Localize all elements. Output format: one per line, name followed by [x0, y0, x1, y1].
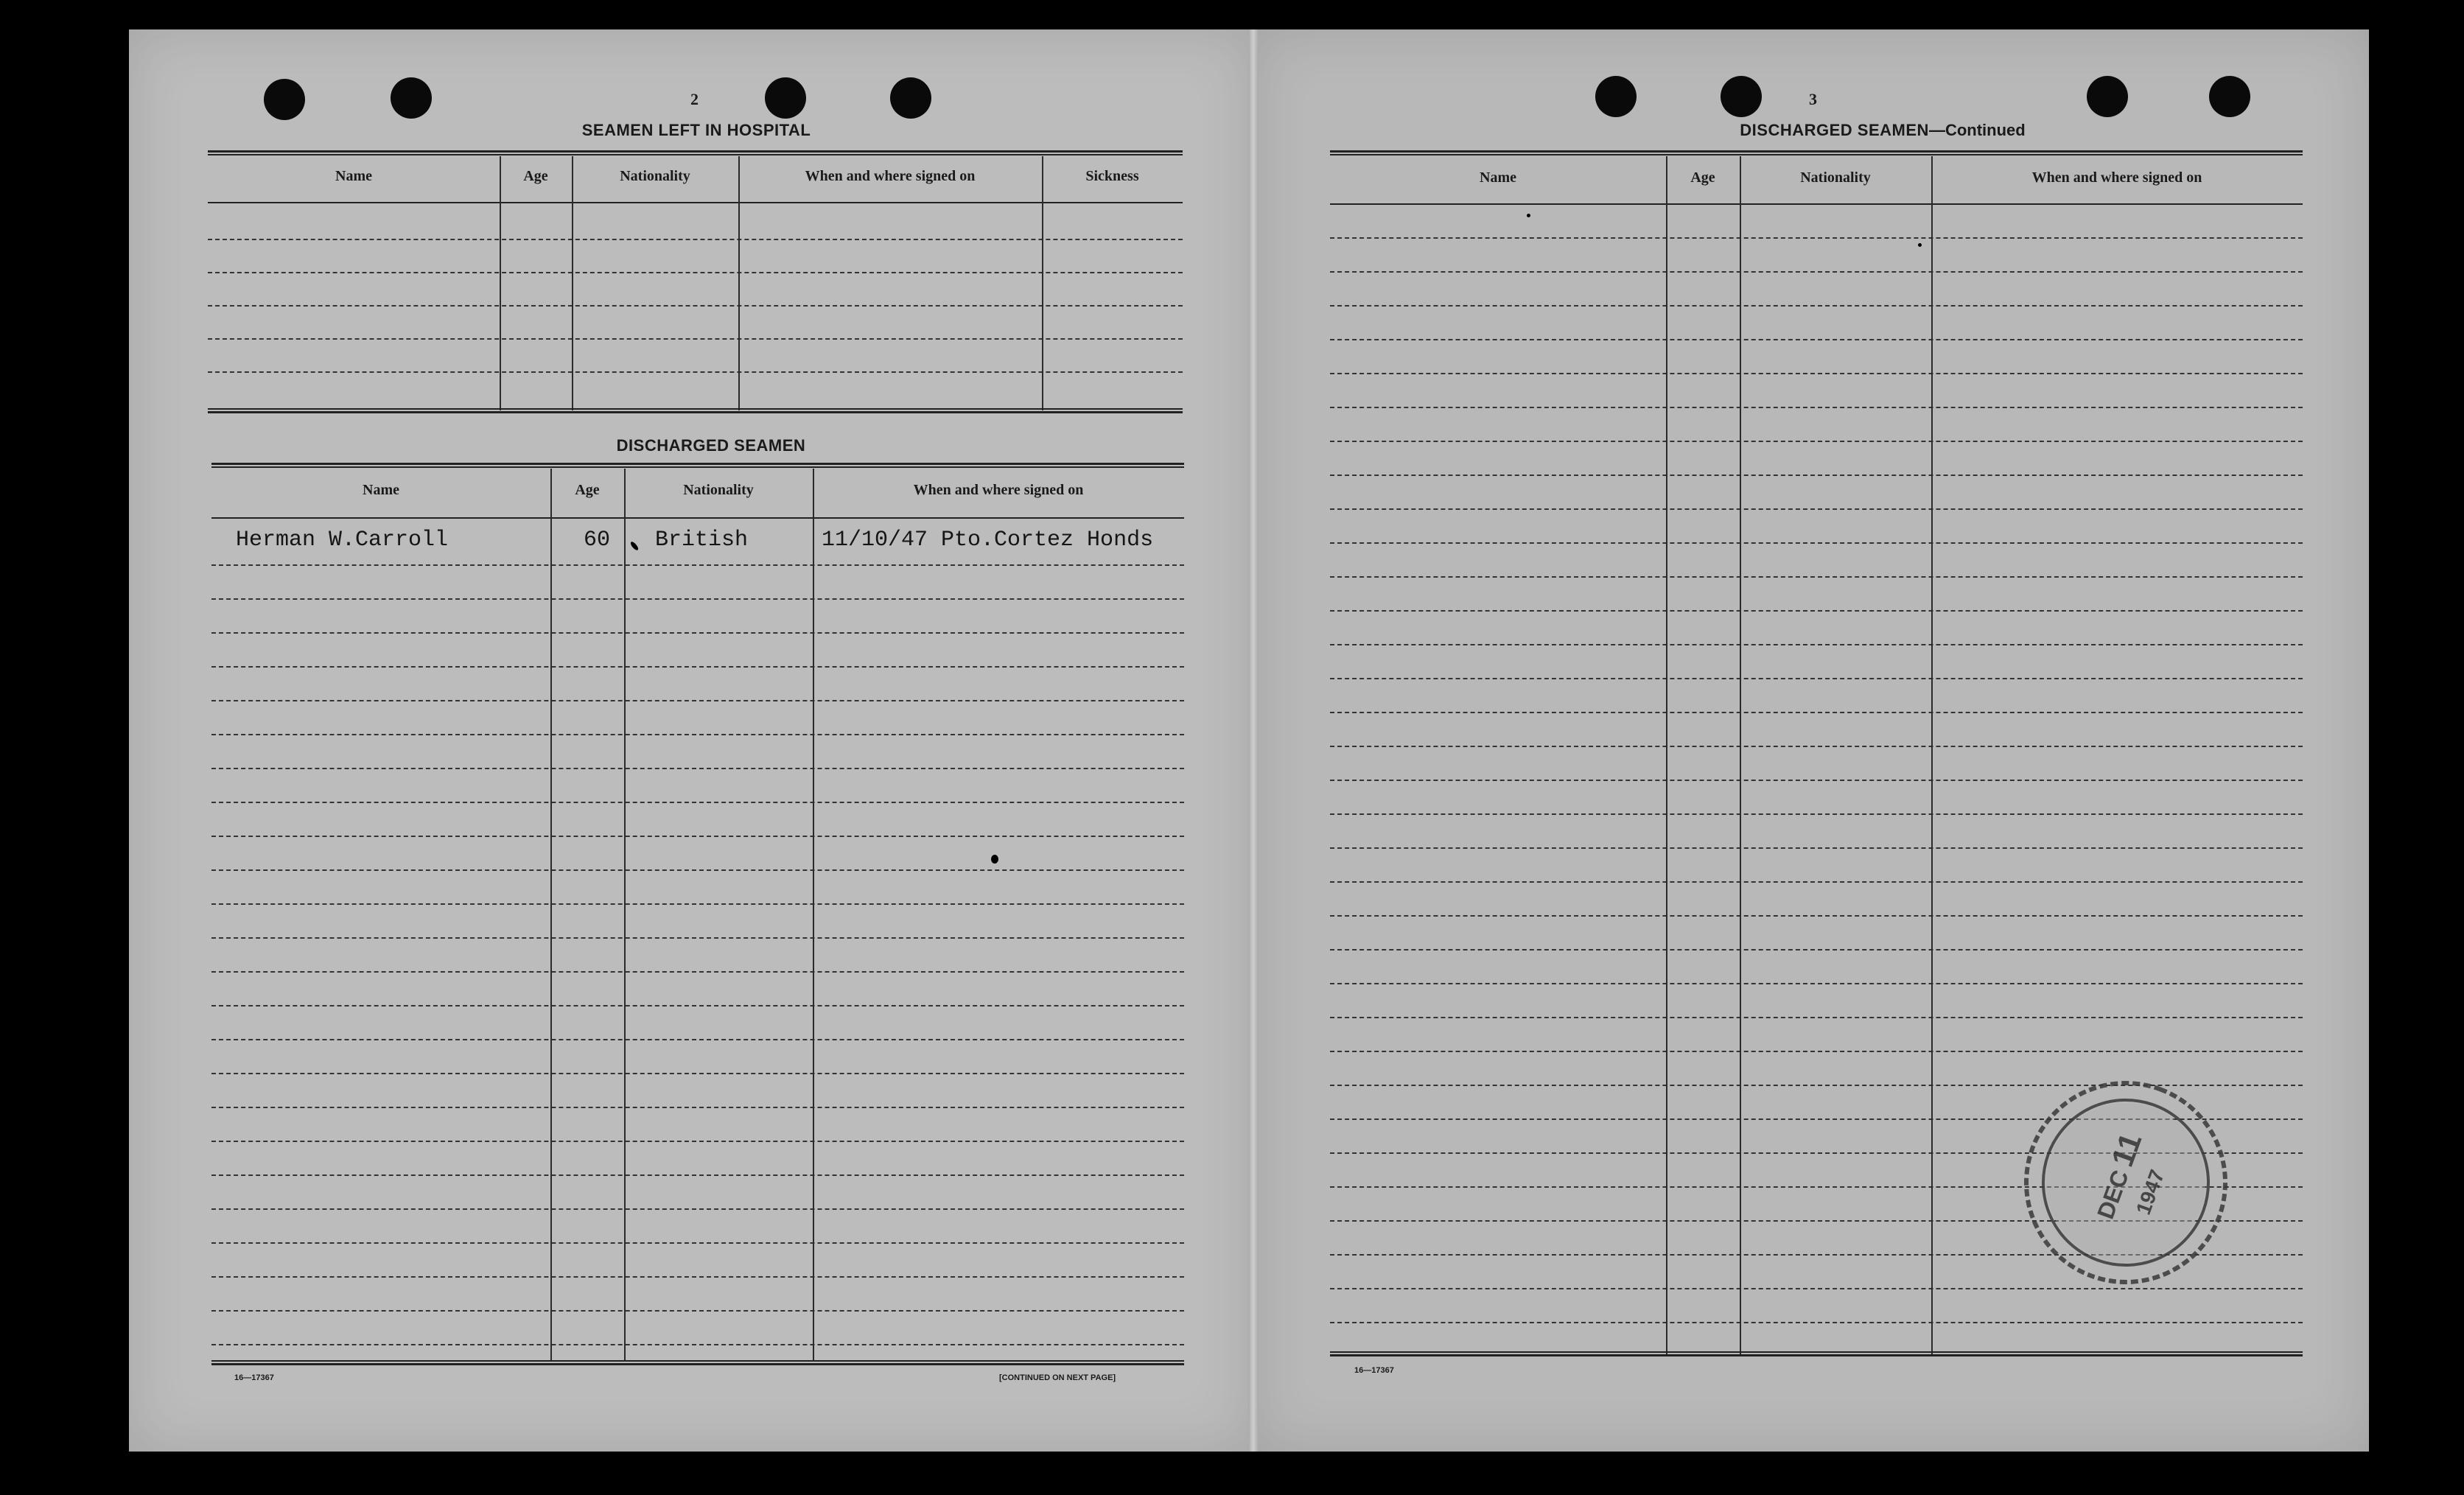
- column-header-nationality: Nationality: [1800, 169, 1871, 186]
- table-row: [211, 802, 1184, 803]
- table-row: [211, 903, 1184, 905]
- table-row: [1330, 508, 2303, 510]
- table-row: [211, 1242, 1184, 1244]
- table-row: [1330, 1017, 2303, 1018]
- table-row: [211, 836, 1184, 837]
- table-row: [1330, 813, 2303, 815]
- table-row: [211, 971, 1184, 973]
- table-row: [211, 1107, 1184, 1108]
- discharged-age-cell: 60: [584, 528, 611, 553]
- table-row: [1330, 441, 2303, 442]
- header-divider: [208, 202, 1183, 203]
- table-row: [1330, 373, 2303, 374]
- punch-hole: [264, 79, 305, 120]
- table-bottom-rule: [1330, 1351, 2303, 1356]
- column-header-nationality: Nationality: [620, 168, 690, 184]
- punch-hole: [890, 77, 931, 119]
- table-row: [1330, 305, 2303, 307]
- table-row: [1330, 271, 2303, 273]
- column-header-age: Age: [1690, 169, 1715, 186]
- column-divider: [1042, 156, 1043, 410]
- page-fold: [1248, 29, 1259, 1452]
- table-row: [1330, 644, 2303, 645]
- table-row: [211, 666, 1184, 668]
- ink-speck: [1918, 243, 1922, 247]
- column-header-signed-on: When and where signed on: [913, 482, 1084, 498]
- table-row: [1330, 339, 2303, 340]
- table-row: [1330, 712, 2303, 713]
- table-row: [1330, 475, 2303, 476]
- table-row: [211, 869, 1184, 871]
- table-row: [1330, 949, 2303, 950]
- table-row: [1330, 1322, 2303, 1323]
- table-row: [211, 632, 1184, 634]
- table-row: [1330, 610, 2303, 612]
- punch-hole: [1595, 76, 1637, 117]
- column-header-nationality: Nationality: [683, 482, 754, 498]
- table-row: [1330, 983, 2303, 984]
- stamp-month: DEC: [2091, 1166, 2134, 1223]
- table-top-rule: [211, 463, 1184, 468]
- table-row: [1330, 780, 2303, 781]
- stamp-year: 1947: [2131, 1166, 2169, 1218]
- ink-speck: [991, 855, 998, 864]
- column-divider: [572, 156, 573, 410]
- table-row: [211, 1344, 1184, 1345]
- table-row: [1330, 576, 2303, 578]
- continued-note: [CONTINUED ON NEXT PAGE]: [999, 1373, 1116, 1382]
- table-row: [208, 305, 1183, 307]
- stamp-day: 11: [2104, 1128, 2149, 1172]
- title-main: DISCHARGED SEAMEN: [1740, 121, 1929, 139]
- table-row: [211, 1174, 1184, 1176]
- table-row: [211, 598, 1184, 600]
- discharged-continued-title: [1643, 121, 2122, 140]
- header-divider: [211, 517, 1184, 519]
- table-row: [208, 338, 1183, 340]
- table-row: [211, 564, 1184, 566]
- hospital-table: [208, 150, 1183, 416]
- page-number-right: 3: [1809, 90, 1817, 108]
- table-row: [211, 1310, 1184, 1312]
- hospital-section-title: SEAMEN LEFT IN HOSPITAL: [581, 121, 811, 139]
- table-row: [211, 1039, 1184, 1040]
- table-row: [208, 371, 1183, 373]
- discharged-table: [211, 463, 1184, 1368]
- column-divider: [550, 469, 552, 1362]
- discharged-section-title: DISCHARGED SEAMEN: [616, 436, 806, 455]
- table-row: [211, 700, 1184, 701]
- column-divider: [1666, 156, 1667, 1354]
- column-header-age: Age: [575, 482, 600, 498]
- table-row: [211, 1005, 1184, 1006]
- form-number-right: 16—17367: [1354, 1366, 1394, 1375]
- column-divider: [813, 469, 814, 1362]
- discharged-nationality-cell: British: [655, 528, 749, 553]
- column-header-age: Age: [523, 168, 548, 184]
- table-row: [211, 1141, 1184, 1142]
- discharged-signed-on-cell: 11/10/47 Pto.Cortez Honds: [822, 528, 1154, 553]
- page-number-left: 2: [690, 90, 699, 108]
- table-row: [1330, 847, 2303, 849]
- column-header-name: Name: [1480, 169, 1516, 186]
- date-stamp: [2015, 1072, 2236, 1293]
- table-row: [211, 1208, 1184, 1210]
- table-row: [1330, 542, 2303, 544]
- table-top-rule: [1330, 150, 2303, 155]
- column-divider: [738, 156, 740, 410]
- punch-hole: [2087, 76, 2128, 117]
- column-divider: [1931, 156, 1933, 1354]
- column-divider: [624, 469, 626, 1362]
- table-row: [1330, 1051, 2303, 1052]
- table-row: [1330, 915, 2303, 917]
- table-row: [1330, 678, 2303, 679]
- table-bottom-rule: [211, 1360, 1184, 1365]
- ink-speck: [1527, 214, 1530, 217]
- table-top-rule: [208, 150, 1183, 155]
- column-divider: [1740, 156, 1741, 1354]
- table-row: [1330, 746, 2303, 747]
- title-suffix: —Continued: [1928, 121, 2026, 139]
- column-header-signed-on: When and where signed on: [2031, 169, 2202, 186]
- discharged-name-cell: Herman W.Carroll: [236, 528, 449, 553]
- punch-hole: [765, 77, 806, 119]
- table-row: [211, 734, 1184, 735]
- column-header-name: Name: [335, 168, 372, 184]
- column-header-sickness: Sickness: [1085, 168, 1139, 184]
- column-header-name: Name: [363, 482, 399, 498]
- column-divider: [500, 156, 501, 410]
- table-row: [211, 937, 1184, 939]
- table-bottom-rule: [208, 408, 1183, 413]
- form-number-left: 16—17367: [234, 1373, 274, 1382]
- column-header-signed-on: When and where signed on: [805, 168, 976, 184]
- table-row: [1330, 881, 2303, 883]
- punch-hole: [1721, 76, 1762, 117]
- punch-hole: [391, 77, 432, 119]
- table-row: [211, 1073, 1184, 1074]
- table-row: [211, 1276, 1184, 1278]
- table-row: [211, 768, 1184, 769]
- table-row: [1330, 407, 2303, 408]
- table-row: [1330, 237, 2303, 239]
- table-row: [208, 239, 1183, 240]
- table-row: [208, 272, 1183, 273]
- header-divider: [1330, 203, 2303, 205]
- punch-hole: [2209, 76, 2250, 117]
